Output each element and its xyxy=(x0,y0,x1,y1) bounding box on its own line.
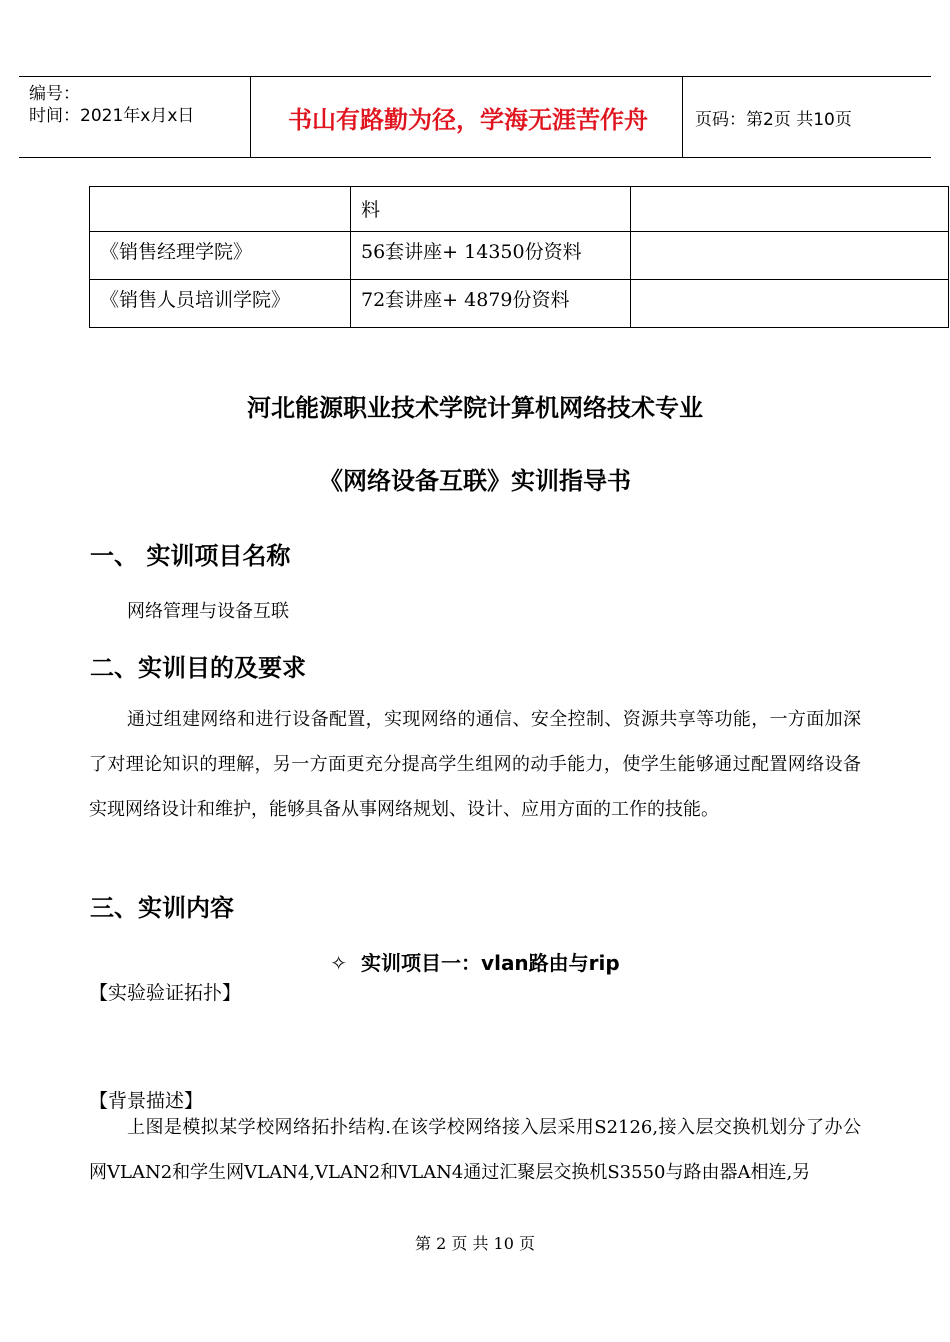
document-subtitle: 《网络设备互联》实训指导书 xyxy=(319,466,631,495)
section-body-2: 通过组建网络和进行设备配置，实现网络的通信、安全控制、资源共享等功能，一方面加深了对理论知识的理解，另一方面更充分提高学生组网的动手能力，使学生能够通过配置网络设备实现网络设计和维护，能够具备从事网络规划、设计、应用方面的工作的技能。 xyxy=(89,709,861,820)
header-page-info: 页码：第2页 共10页 xyxy=(695,109,852,130)
document-time-label: 时间：2021年x月x日 xyxy=(29,106,195,126)
diamond-bullet-icon: ✧ xyxy=(330,951,348,975)
header-motto: 书山有路勤为径，学海无涯苦作舟 xyxy=(288,105,648,134)
table-cell: 56套讲座+ 14350份资料 xyxy=(351,232,631,280)
project-title: 实训项目一：vlan路由与rip xyxy=(361,951,620,975)
table-cell xyxy=(90,187,351,232)
table-cell: 《销售人员培训学院》 xyxy=(90,280,351,328)
table-row xyxy=(90,187,949,232)
section-heading-1: 一、 实训项目名称 xyxy=(90,542,291,570)
table-row xyxy=(90,280,949,328)
header-divider xyxy=(250,77,251,157)
header-meta xyxy=(29,83,194,127)
table-cell xyxy=(631,232,949,280)
resource-table xyxy=(89,186,949,328)
table-row xyxy=(90,232,949,280)
project-title-line xyxy=(0,947,950,976)
document-title: 河北能源职业技术学院计算机网络技术专业 xyxy=(247,393,703,422)
page-header xyxy=(19,76,931,158)
table-cell: 《销售经理学院》 xyxy=(90,232,351,280)
topology-label: 【实验验证拓扑】 xyxy=(89,982,242,1004)
header-divider xyxy=(682,77,683,157)
page-footer: 第 2 页 共 10 页 xyxy=(415,1234,535,1253)
table-cell: 料 xyxy=(351,187,631,232)
section-body-1: 网络管理与设备互联 xyxy=(127,601,289,622)
table-cell xyxy=(631,280,949,328)
section-heading-3: 三、实训内容 xyxy=(90,894,234,922)
document-number-label: 编号： xyxy=(29,84,80,104)
table-cell: 72套讲座+ 4879份资料 xyxy=(351,280,631,328)
section-heading-2: 二、实训目的及要求 xyxy=(90,654,306,682)
background-body: 上图是模拟某学校网络拓扑结构.在该学校网络接入层采用S2126,接入层交换机划分了办公网VLAN2和学生网VLAN4,VLAN2和VLAN4通过汇聚层交换机S3550与路由器A相连,另 xyxy=(89,1117,861,1183)
background-label: 【背景描述】 xyxy=(89,1090,204,1112)
table-cell xyxy=(631,187,949,232)
